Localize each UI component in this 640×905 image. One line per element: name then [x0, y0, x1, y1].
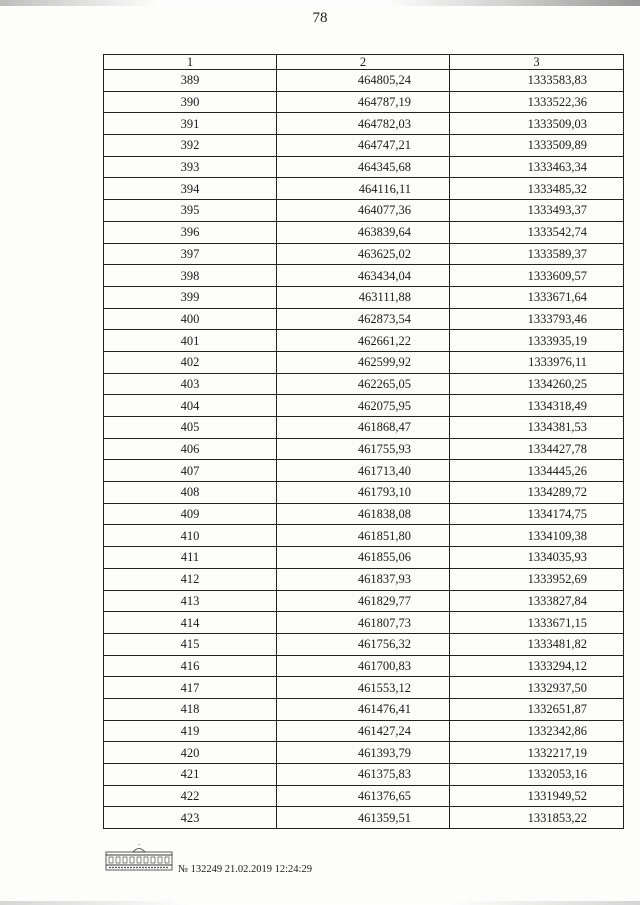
coordinate-x-cell: 461756,32	[277, 633, 450, 655]
point-number-cell: 410	[104, 525, 277, 547]
coordinate-x-cell: 462873,54	[277, 308, 450, 330]
coordinate-x-cell: 464782,03	[277, 113, 450, 135]
point-number-cell: 409	[104, 503, 277, 525]
coordinate-y-cell: 1333509,03	[450, 113, 624, 135]
registration-stamp-text: № 132249 21.02.2019 12:24:29	[178, 864, 312, 875]
coordinate-y-cell: 1331949,52	[450, 785, 624, 807]
coordinate-x-cell: 464787,19	[277, 91, 450, 113]
table-row	[104, 135, 624, 157]
point-number-cell: 406	[104, 438, 277, 460]
point-number-cell: 393	[104, 156, 277, 178]
coordinate-y-cell: 1333935,19	[450, 330, 624, 352]
coordinate-x-cell: 464116,11	[277, 178, 450, 200]
point-number-cell: 408	[104, 482, 277, 504]
point-number-cell: 416	[104, 655, 277, 677]
coordinate-x-cell: 461553,12	[277, 677, 450, 699]
coordinate-y-cell: 1334318,49	[450, 395, 624, 417]
coordinate-x-cell: 461807,73	[277, 612, 450, 634]
coordinate-x-cell: 463625,02	[277, 243, 450, 265]
coordinate-y-cell: 1332937,50	[450, 677, 624, 699]
coordinate-x-cell: 463111,88	[277, 286, 450, 308]
table-row	[104, 265, 624, 287]
coordinate-y-cell: 1333827,84	[450, 590, 624, 612]
column-header: 3	[450, 55, 624, 70]
table-row	[104, 308, 624, 330]
point-number-cell: 389	[104, 70, 277, 92]
column-header: 1	[104, 55, 277, 70]
point-number-cell: 397	[104, 243, 277, 265]
coordinate-y-cell: 1332053,16	[450, 764, 624, 786]
coordinate-x-cell: 461829,77	[277, 590, 450, 612]
coordinate-y-cell: 1334109,38	[450, 525, 624, 547]
table-row	[104, 330, 624, 352]
page-number: 78	[312, 10, 328, 26]
coordinate-y-cell: 1333589,37	[450, 243, 624, 265]
point-number-cell: 394	[104, 178, 277, 200]
coordinate-x-cell: 461359,51	[277, 807, 450, 829]
point-number-cell: 395	[104, 200, 277, 222]
point-number-cell: 413	[104, 590, 277, 612]
point-number-cell: 417	[104, 677, 277, 699]
table-row	[104, 525, 624, 547]
table-row	[104, 286, 624, 308]
coordinate-y-cell: 1333509,89	[450, 135, 624, 157]
point-number-cell: 415	[104, 633, 277, 655]
table-row	[104, 698, 624, 720]
point-number-cell: 422	[104, 785, 277, 807]
table-row	[104, 91, 624, 113]
coordinate-x-cell: 461700,83	[277, 655, 450, 677]
point-number-cell: 407	[104, 460, 277, 482]
scan-edge-bottom	[0, 901, 640, 905]
table-row	[104, 547, 624, 569]
coordinate-x-cell: 461868,47	[277, 417, 450, 439]
point-number-cell: 403	[104, 373, 277, 395]
coordinate-x-cell: 461838,08	[277, 503, 450, 525]
coordinate-x-cell: 461375,83	[277, 764, 450, 786]
coordinate-y-cell: 1333481,82	[450, 633, 624, 655]
coordinate-x-cell: 464805,24	[277, 70, 450, 92]
coordinate-y-cell: 1333671,64	[450, 286, 624, 308]
table-row	[104, 200, 624, 222]
coordinate-y-cell: 1334427,78	[450, 438, 624, 460]
table-header-row	[104, 55, 624, 70]
coordinate-y-cell: 1334260,25	[450, 373, 624, 395]
coordinate-y-cell: 1333671,15	[450, 612, 624, 634]
table-row	[104, 395, 624, 417]
table-row	[104, 655, 624, 677]
point-number-cell: 391	[104, 113, 277, 135]
table-row	[104, 460, 624, 482]
point-number-cell: 401	[104, 330, 277, 352]
point-number-cell: 420	[104, 742, 277, 764]
table-row	[104, 373, 624, 395]
table-row	[104, 351, 624, 373]
coordinate-x-cell: 461837,93	[277, 568, 450, 590]
coordinate-y-cell: 1333294,12	[450, 655, 624, 677]
table-row	[104, 243, 624, 265]
coordinate-x-cell: 461476,41	[277, 698, 450, 720]
point-number-cell: 411	[104, 547, 277, 569]
table-row	[104, 612, 624, 634]
coordinate-y-cell: 1332217,19	[450, 742, 624, 764]
table-row	[104, 720, 624, 742]
coordinate-y-cell: 1331853,22	[450, 807, 624, 829]
table-row	[104, 417, 624, 439]
table-row	[104, 568, 624, 590]
coordinate-y-cell: 1334289,72	[450, 482, 624, 504]
coordinate-x-cell: 461855,06	[277, 547, 450, 569]
coordinate-x-cell: 461427,24	[277, 720, 450, 742]
point-number-cell: 396	[104, 221, 277, 243]
table-row	[104, 633, 624, 655]
coordinate-y-cell: 1334381,53	[450, 417, 624, 439]
coordinate-x-cell: 461851,80	[277, 525, 450, 547]
table-row	[104, 764, 624, 786]
table-row	[104, 70, 624, 92]
point-number-cell: 419	[104, 720, 277, 742]
table-row	[104, 807, 624, 829]
coordinate-y-cell: 1333542,74	[450, 221, 624, 243]
coordinate-y-cell: 1333976,11	[450, 351, 624, 373]
table-row	[104, 590, 624, 612]
coordinate-x-cell: 461376,65	[277, 785, 450, 807]
table-row	[104, 156, 624, 178]
table-row	[104, 785, 624, 807]
coordinate-y-cell: 1333952,69	[450, 568, 624, 590]
table-row	[104, 438, 624, 460]
coordinate-y-cell: 1332342,86	[450, 720, 624, 742]
coordinate-y-cell: 1332651,87	[450, 698, 624, 720]
coordinate-x-cell: 462075,95	[277, 395, 450, 417]
coordinate-x-cell: 461393,79	[277, 742, 450, 764]
coordinate-x-cell: 464077,36	[277, 200, 450, 222]
coordinate-y-cell: 1334445,26	[450, 460, 624, 482]
coordinate-x-cell: 462661,22	[277, 330, 450, 352]
point-number-cell: 399	[104, 286, 277, 308]
coordinate-x-cell: 461713,40	[277, 460, 450, 482]
table-row	[104, 113, 624, 135]
point-number-cell: 418	[104, 698, 277, 720]
table-row	[104, 677, 624, 699]
coordinate-y-cell: 1333485,32	[450, 178, 624, 200]
coordinate-x-cell: 461755,93	[277, 438, 450, 460]
coordinate-y-cell: 1333493,37	[450, 200, 624, 222]
coordinate-y-cell: 1334035,93	[450, 547, 624, 569]
coordinate-y-cell: 1333793,46	[450, 308, 624, 330]
table-row	[104, 503, 624, 525]
coordinate-x-cell: 463434,04	[277, 265, 450, 287]
coordinate-x-cell: 464747,21	[277, 135, 450, 157]
coordinate-x-cell: 462599,92	[277, 351, 450, 373]
scan-edge-top	[0, 0, 640, 6]
point-number-cell: 421	[104, 764, 277, 786]
point-number-cell: 412	[104, 568, 277, 590]
coordinate-x-cell: 462265,05	[277, 373, 450, 395]
coordinates-table	[103, 54, 624, 829]
point-number-cell: 390	[104, 91, 277, 113]
point-number-cell: 402	[104, 351, 277, 373]
point-number-cell: 398	[104, 265, 277, 287]
coordinate-y-cell: 1333583,83	[450, 70, 624, 92]
point-number-cell: 400	[104, 308, 277, 330]
coordinate-x-cell: 463839,64	[277, 221, 450, 243]
table-row	[104, 178, 624, 200]
table-row	[104, 482, 624, 504]
point-number-cell: 392	[104, 135, 277, 157]
point-number-cell: 405	[104, 417, 277, 439]
coordinate-y-cell: 1334174,75	[450, 503, 624, 525]
coordinate-x-cell: 464345,68	[277, 156, 450, 178]
point-number-cell: 404	[104, 395, 277, 417]
coordinate-y-cell: 1333522,36	[450, 91, 624, 113]
table-row	[104, 742, 624, 764]
coordinate-y-cell: 1333463,34	[450, 156, 624, 178]
column-header: 2	[277, 55, 450, 70]
government-building-stamp-icon	[104, 844, 174, 872]
coordinate-y-cell: 1333609,57	[450, 265, 624, 287]
table-row	[104, 221, 624, 243]
coordinate-x-cell: 461793,10	[277, 482, 450, 504]
point-number-cell: 423	[104, 807, 277, 829]
point-number-cell: 414	[104, 612, 277, 634]
